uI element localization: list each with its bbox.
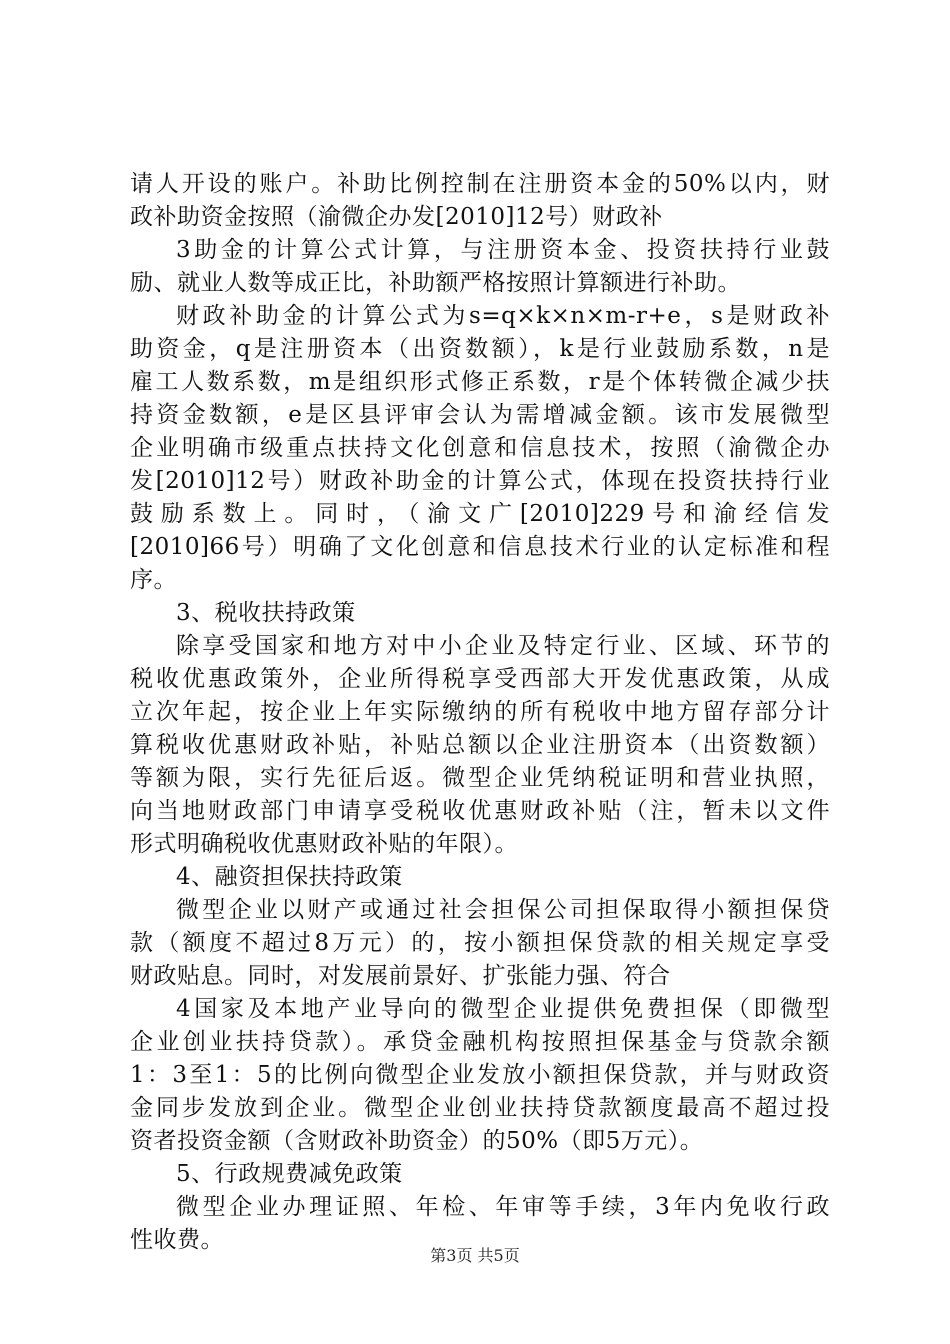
section-heading: 3、税收扶持政策 bbox=[176, 600, 356, 626]
paragraph-line: 雇工人数系数，m是组织形式修正系数，r是个体转微企减少扶 bbox=[130, 369, 830, 395]
paragraph-line: 向当地财政部门申请享受税收优惠财政补贴（注，暂未以文件 bbox=[130, 798, 830, 824]
paragraph-line: 资者投资金额（含财政补助资金）的50%（即5万元）。 bbox=[130, 1128, 704, 1154]
document-body bbox=[130, 168, 830, 1257]
paragraph-line: 发[2010]12号）财政补助金的计算公式，体现在投资扶持行业 bbox=[130, 468, 830, 494]
paragraph-line: 1：3至1：5的比例向微型企业发放小额担保贷款，并与财政资 bbox=[130, 1062, 830, 1088]
paragraph-line: 微型企业以财产或通过社会担保公司担保取得小额担保贷 bbox=[176, 897, 830, 923]
paragraph-line: 立次年起，按企业上年实际缴纳的所有税收中地方留存部分计 bbox=[130, 699, 830, 725]
paragraph-line: 请人开设的账户。补助比例控制在注册资本金的50%以内，财 bbox=[130, 171, 830, 197]
paragraph-line: 财政补助金的计算公式为s=q×k×n×m-r+e，s是财政补 bbox=[176, 303, 830, 329]
section-heading: 4、融资担保扶持政策 bbox=[176, 864, 403, 890]
paragraph-line: 序。 bbox=[130, 567, 177, 593]
paragraph-line: 财政贴息。同时，对发展前景好、扩张能力强、符合 bbox=[130, 963, 671, 989]
paragraph-line: 款（额度不超过8万元）的，按小额担保贷款的相关规定享受 bbox=[130, 930, 830, 956]
paragraph-line: 除享受国家和地方对中小企业及特定行业、区域、环节的 bbox=[176, 633, 830, 659]
paragraph-line: [2010]66号）明确了文化创意和信息技术行业的认定标准和程 bbox=[130, 534, 830, 560]
paragraph-line: 算税收优惠财政补贴，补贴总额以企业注册资本（出资数额） bbox=[130, 732, 830, 758]
paragraph-line: 政补助资金按照（渝微企办发[2010]12号）财政补 bbox=[130, 204, 663, 230]
paragraph-line: 鼓励系数上。同时，（渝文广[2010]229号和渝经信发 bbox=[130, 501, 830, 527]
paragraph-line: 企业创业扶持贷款）。承贷金融机构按照担保基金与贷款余额 bbox=[130, 1029, 830, 1055]
paragraph-line: 企业明确市级重点扶持文化创意和信息技术，按照（渝微企办 bbox=[130, 435, 830, 461]
page-number-footer: 第3页 共5页 bbox=[430, 1246, 520, 1265]
paragraph-line: 励、就业人数等成正比，补助额严格按照计算额进行补助。 bbox=[130, 270, 741, 296]
paragraph-line: 金同步发放到企业。微型企业创业扶持贷款额度最高不超过投 bbox=[130, 1095, 830, 1121]
paragraph-line: 微型企业办理证照、年检、年审等手续，3年内免收行政 bbox=[176, 1194, 830, 1220]
paragraph-line: 3助金的计算公式计算，与注册资本金、投资扶持行业鼓 bbox=[176, 237, 830, 263]
paragraph-line: 形式明确税收优惠财政补贴的年限）。 bbox=[130, 831, 518, 857]
section-heading: 5、行政规费减免政策 bbox=[176, 1161, 403, 1187]
paragraph-line: 持资金数额，e是区县评审会认为需增减金额。该市发展微型 bbox=[130, 402, 830, 428]
paragraph-line: 性收费。 bbox=[130, 1227, 224, 1253]
paragraph-line: 4国家及本地产业导向的微型企业提供免费担保（即微型 bbox=[176, 996, 830, 1022]
paragraph-line: 税收优惠政策外，企业所得税享受西部大开发优惠政策，从成 bbox=[130, 666, 830, 692]
paragraph-line: 助资金，q是注册资本（出资数额），k是行业鼓励系数，n是 bbox=[130, 336, 830, 362]
paragraph-line: 等额为限，实行先征后返。微型企业凭纳税证明和营业执照， bbox=[130, 765, 830, 791]
